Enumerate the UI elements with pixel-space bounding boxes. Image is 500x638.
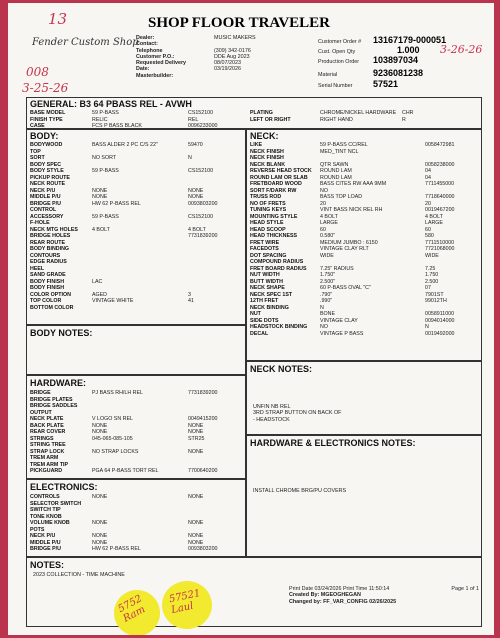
neck-cell: 0019492000 <box>425 330 455 337</box>
hardware-cell: NONE <box>188 429 204 435</box>
neck-cell: HEAD STYLE <box>250 220 284 226</box>
body-cell: F-HOLE <box>30 220 50 226</box>
neck-notes-section <box>246 361 482 435</box>
body-cell: NONE <box>188 187 204 194</box>
body-cell: ACCESSORY <box>30 213 64 220</box>
neck-row <box>250 331 481 338</box>
neck-cell: NUT <box>250 311 261 317</box>
body-cell: BODY FINISH <box>30 285 65 291</box>
neck-cell: 12TH FRET <box>250 298 279 304</box>
body-notes-title: BODY NOTES: <box>30 328 93 338</box>
neck-cell: 20 <box>320 200 326 207</box>
header-fields <box>136 35 316 79</box>
electronics-cell: CONTROLS <box>30 494 60 500</box>
body-cell: CS152100 <box>188 213 214 220</box>
neck-cell: .790" <box>320 291 333 298</box>
body-cell: HW 62 P-BASS REL <box>92 200 141 207</box>
neck-cell: 0.580" <box>320 233 336 239</box>
body-rows <box>27 142 245 311</box>
general-row: BASE MODEL 59 P-BASS CS152100 PLATING CHROME/NICKEL HARDWARE CHR <box>30 110 414 116</box>
electronics-title: ELECTRONICS: <box>30 482 98 492</box>
sticker-right <box>162 581 212 629</box>
neck-cell: LIKE <box>250 142 263 148</box>
neck-cell: HEADSTOCK BINDING <box>250 324 308 330</box>
hardware-notes-title: HARDWARE & ELECTRONICS NOTES: <box>250 438 416 448</box>
traveler-sheet <box>8 3 494 635</box>
neck-cell: 7711455000 <box>425 181 455 187</box>
electronics-cell: NONE <box>188 539 204 546</box>
neck-cell: COMPOUND RADIUS <box>250 259 304 265</box>
body-cell: NECK MTG HOLES <box>30 226 78 233</box>
neck-cell: 99012TH <box>425 298 447 304</box>
handwritten-date-left: 3-25-26 <box>22 81 69 95</box>
electronics-cell: TONE KNOB <box>30 513 62 520</box>
header-field: Telephone (309) 342-0176 <box>136 47 251 54</box>
body-cell: 4 BOLT <box>188 226 206 233</box>
neck-cell: 7711510000 <box>425 239 455 246</box>
logo-text: Fender Custom Shop <box>32 37 139 48</box>
hardware-cell: 0049415200 <box>188 416 218 422</box>
electronics-cell: NONE <box>188 520 204 526</box>
neck-cell: VINTAGE CLAY <box>320 317 358 324</box>
body-cell: CONTROL <box>30 207 57 213</box>
body-cell: N <box>188 155 192 161</box>
changed-by: Changed by: FF_VAR_CONFIG 02/26/2025 <box>289 598 397 605</box>
neck-cell: 1.750 <box>425 272 439 278</box>
neck-cell: WIDE <box>425 252 439 259</box>
body-cell: HEEL <box>30 265 45 272</box>
body-section <box>26 129 246 325</box>
neck-cell: N <box>320 304 324 311</box>
body-notes-section <box>26 325 246 375</box>
neck-cell: MOUNTING STYLE <box>250 213 298 220</box>
body-cell: 59 P-BASS <box>92 213 119 220</box>
neck-cell: HEAD SCOOP <box>250 226 286 233</box>
hardware-cell: OUTPUT <box>30 409 52 416</box>
neck-cell: MEDIUM JUMBO : 6150 <box>320 239 378 246</box>
neck-cell: DOT SPACING <box>250 252 287 259</box>
neck-cell: TRUSS ROD <box>250 194 282 200</box>
electronics-row <box>30 546 245 553</box>
neck-cell: NECK SHAPE <box>250 285 285 291</box>
neck-cell: QTR SAWN <box>320 161 349 168</box>
hardware-cell: NO STRAP LOCKS <box>92 448 139 455</box>
neck-cell: 04 <box>425 174 431 181</box>
body-cell: NONE <box>92 187 108 194</box>
hardware-cell: STRAP LOCK <box>30 448 65 455</box>
print-line: Print Date 03/24/2026 Print Time 11:50:14 Page 1 of 1 <box>289 586 479 592</box>
body-cell: REAR ROUTE <box>30 239 66 246</box>
neck-cell: NECK BLANK <box>250 161 286 168</box>
hardware-cell: STR25 <box>188 435 205 442</box>
body-cell: MIDDLE P/U <box>30 194 61 200</box>
neck-cell: DECAL <box>250 330 269 337</box>
neck-cell: 0058472981 <box>425 142 455 148</box>
hardware-section <box>26 375 246 479</box>
hardware-cell: NONE <box>188 448 204 455</box>
notes-title: NOTES: <box>30 560 65 570</box>
body-cell: SAND GRADE <box>30 272 66 278</box>
body-cell: TOP <box>30 148 41 155</box>
electronics-cell: VOLUME KNOB <box>30 520 70 526</box>
neck-cell: SIDE DOTS <box>250 317 279 324</box>
hardware-cell: PICKGUARD <box>30 468 63 474</box>
order-info: Customer Order # 13167179-000051 Cust. Open Qty 1.000 Production Order 103897034 Material 9236081238 Serial Number 57521 <box>318 35 447 89</box>
neck-cell: NECK SPEC 1ST <box>250 291 293 298</box>
body-cell: BODY FINISH <box>30 278 65 285</box>
handwritten-code: 008 <box>26 65 49 79</box>
hardware-cell: NECK PLATE <box>30 416 64 422</box>
body-cell: BODYWOOD <box>30 142 63 148</box>
general-row: FINISH TYPE RELIC REL LEFT OR RIGHT RIGHT HAND R <box>30 116 406 123</box>
body-title: BODY: <box>30 131 59 141</box>
hardware-cell: REAR COVER <box>30 429 66 435</box>
neck-section <box>246 129 482 361</box>
hardware-cell: BRIDGE SADDLES <box>30 403 78 409</box>
notes-line: 2023 COLLECTION - TIME MACHINE <box>33 572 125 578</box>
neck-cell: 60 <box>320 226 326 233</box>
hardware-cell: BRIDGE <box>30 390 51 396</box>
body-cell: 0093803200 <box>188 200 218 207</box>
neck-cell: 7.25" RADIUS <box>320 265 354 272</box>
sticker-left <box>114 590 160 635</box>
neck-cell: NECK BINDING <box>250 304 289 311</box>
body-cell: 7731839200 <box>188 233 218 239</box>
body-cell: 41 <box>188 298 194 304</box>
page-count: Page 1 of 1 <box>451 586 479 592</box>
neck-cell: FACEDOTS <box>250 246 279 252</box>
neck-cell: 2.500 <box>425 278 439 285</box>
neck-cell: 0094014000 <box>425 317 455 324</box>
page-title: SHOP FLOOR TRAVELER <box>148 15 330 31</box>
handwritten-date-right: 3-26-26 <box>440 43 483 56</box>
body-cell: BRIDGE P/U <box>30 200 61 207</box>
body-cell: CONTOURS <box>30 252 61 259</box>
electronics-cell: SWITCH TIP <box>30 507 61 513</box>
hardware-cell: STRINGS <box>30 435 54 442</box>
body-cell: NO SORT <box>92 155 117 161</box>
general-row: CASE FCS P BASS BLACK 0096233000 <box>30 123 218 129</box>
electronics-cell: BRIDGE P/U <box>30 546 61 552</box>
neck-cell: HEAD THICKNESS <box>250 233 298 239</box>
hardware-cell: TREM ARM <box>30 455 59 461</box>
hardware-cell: PGA 64 P-BASS TORT REL <box>92 468 159 474</box>
sticker-right-text: 57521 Laul <box>168 587 202 617</box>
neck-cell: NUT WIDTH <box>250 272 280 278</box>
neck-cell: NO <box>320 324 328 330</box>
neck-cell: NO <box>320 187 328 194</box>
electronics-cell: NONE <box>92 520 108 526</box>
electronics-cell: NONE <box>188 533 204 539</box>
hardware-cell: PJ BASS RH/LH REL <box>92 390 143 396</box>
body-cell: BASS ALDER 2 PC C/S 22" <box>92 142 158 148</box>
hardware-cell: 7731839200 <box>188 390 218 396</box>
header-field: Dealer: MUSIC MAKERS <box>136 35 256 41</box>
neck-cell: ROUND LAM <box>320 174 352 181</box>
hardware-cell: BACK PLATE <box>30 422 64 429</box>
neck-cell: 20 <box>425 200 431 207</box>
hardware-title: HARDWARE: <box>30 378 86 388</box>
neck-cell: BUTT WIDTH <box>250 278 283 285</box>
hardware-cell: V LOGO SN REL <box>92 416 133 422</box>
body-cell: 59 P-BASS <box>92 168 119 174</box>
neck-cell: 04 <box>425 168 431 174</box>
body-cell: NONE <box>92 194 108 200</box>
body-cell: 4 BOLT <box>92 226 110 233</box>
body-cell: COLOR OPTION <box>30 291 71 298</box>
body-cell: EDGE RADIUS <box>30 259 67 265</box>
body-cell: PICKUP ROUTE <box>30 174 70 181</box>
electronics-cell: 0093803200 <box>188 546 218 552</box>
created-by: Created By: MGEOGHEGAN <box>289 592 361 599</box>
neck-cell: NECK FINISH <box>250 155 284 161</box>
neck-cell: 59 P-BASS CC/REL <box>320 142 368 148</box>
body-cell: AGED <box>92 291 108 298</box>
neck-cell: MED_TINT NCL <box>320 148 359 155</box>
sticker-left-text: 5752 Ram <box>116 593 148 625</box>
neck-cell: 2.500" <box>320 278 336 285</box>
electronics-cell: POTS <box>30 526 45 533</box>
electronics-cell: NECK P/U <box>30 533 56 539</box>
neck-cell: BONE <box>320 311 336 317</box>
header-field: Requested Delivery 08/07/2023 <box>136 60 241 67</box>
body-cell: BOTTOM COLOR <box>30 304 74 311</box>
neck-cell: TUNING KEYS <box>250 207 287 213</box>
body-cell: SORT <box>30 155 45 161</box>
hardware-cell: STRING TREE <box>30 442 66 448</box>
footer <box>289 586 479 605</box>
body-cell: NONE <box>188 194 204 200</box>
neck-note-line: UNFIN NB REL <box>253 404 291 410</box>
neck-cell: 07 <box>425 285 431 291</box>
neck-cell: 0058238000 <box>425 161 455 168</box>
header-field: Date: 03/19/2026 <box>136 66 241 73</box>
hardware-note-line: INSTALL CHROME BRG/PU COVERS <box>253 488 347 494</box>
electronics-cell: NONE <box>92 494 108 500</box>
neck-cell: 7901ST <box>425 291 444 298</box>
neck-cell: 580 <box>425 233 434 239</box>
neck-note-line: 3RD STRAP BUTTON ON BACK OF <box>253 410 342 417</box>
header-field: Customer P.O.: DDE Aug 2023 <box>136 53 250 60</box>
neck-cell: LARGE <box>425 220 443 226</box>
neck-cell: 0019467200 <box>425 207 455 213</box>
electronics-cell: HW 62 P-BASS REL <box>92 546 141 552</box>
general-rows <box>27 110 481 130</box>
body-cell: 59470 <box>188 142 203 148</box>
neck-rows <box>247 142 481 337</box>
hardware-cell: NONE <box>92 429 108 435</box>
neck-cell: VINT BASS NICK REL RH <box>320 207 383 213</box>
body-row <box>30 305 245 312</box>
body-cell: LAC <box>92 278 103 285</box>
neck-cell: 60 P-BASS OVAL "C" <box>320 285 371 291</box>
hardware-cell: NONE <box>92 422 108 429</box>
neck-cell: VINTAGE CLAY RLT <box>320 246 369 252</box>
header-field: Contact: <box>136 41 158 48</box>
electronics-cell: NONE <box>92 539 108 546</box>
neck-cell: BASS CITES RW AAA 9MM <box>320 181 387 187</box>
neck-cell: LARGE <box>320 220 338 226</box>
fender-custom-shop-logo <box>32 37 139 48</box>
neck-cell: 1.750" <box>320 272 336 278</box>
neck-cell: WIDE <box>320 252 334 259</box>
electronics-rows <box>27 494 245 553</box>
electronics-cell: MIDDLE P/U <box>30 539 61 546</box>
body-cell: TOP COLOR <box>30 298 62 304</box>
general-title: GENERAL: B3 64 PBASS REL - AVWH <box>30 99 192 109</box>
hardware-cell: 045-065-085-105 <box>92 435 133 442</box>
body-cell: BODY BINDING <box>30 246 70 252</box>
neck-cell: NECK FINISH <box>250 148 284 155</box>
hardware-row <box>30 468 245 475</box>
hardware-cell: TREM ARM TIP <box>30 461 69 468</box>
neck-cell: NO OF FRETS <box>250 200 286 207</box>
neck-cell: 4 BOLT <box>425 213 443 220</box>
neck-cell: 4 BOLT <box>320 213 338 220</box>
body-cell: NECK ROUTE <box>30 181 66 187</box>
electronics-section <box>26 479 246 557</box>
body-cell: CS152100 <box>188 168 214 174</box>
hardware-rows <box>27 390 245 475</box>
neck-cell: FRET WIRE <box>250 239 280 246</box>
electronics-cell: NONE <box>188 494 204 500</box>
neck-cell: 7718640000 <box>425 194 455 200</box>
neck-cell: 7.25 <box>425 265 436 272</box>
neck-cell: 7721068000 <box>425 246 455 252</box>
notes-section <box>26 557 482 627</box>
neck-notes-title: NECK NOTES: <box>250 364 313 374</box>
neck-cell: ROUND LAM <box>320 168 352 174</box>
neck-cell: VINTAGE P BASS <box>320 330 364 337</box>
handwritten-number: 13 <box>48 10 68 28</box>
hardware-cell: 7700640200 <box>188 468 218 474</box>
neck-cell: FRET BOARD RADIUS <box>250 265 307 272</box>
header-field: Masterbuilder: <box>136 72 174 79</box>
neck-cell: BASS TOP LOAD <box>320 194 363 200</box>
neck-cell: REVERSE HEAD STOCK <box>250 168 312 174</box>
neck-cell: 0058911000 <box>425 311 455 317</box>
hardware-cell: NONE <box>188 422 204 429</box>
neck-cell: SORT F/DARK RW <box>250 187 297 194</box>
body-cell: BRIDGE HOLES <box>30 233 71 239</box>
electronics-cell: NONE <box>92 533 108 539</box>
neck-cell: ROUND LAM OR SLAB <box>250 174 308 181</box>
neck-note-line: - HEADSTOCK <box>253 416 290 423</box>
neck-cell: N <box>425 324 429 330</box>
body-cell: NECK P/U <box>30 187 56 194</box>
neck-title: NECK: <box>250 131 279 141</box>
neck-cell: FRETBOARD WOOD <box>250 181 302 187</box>
body-cell: VINTAGE WHITE <box>92 298 134 304</box>
neck-cell: 60 <box>425 226 431 233</box>
general-section <box>26 97 482 129</box>
body-cell: BODY STYLE <box>30 168 64 174</box>
body-cell: BODY SPEC <box>30 161 62 168</box>
body-cell: 3 <box>188 291 191 298</box>
neck-cell: .990" <box>320 298 333 304</box>
hardware-notes-section <box>246 435 482 557</box>
electronics-cell: SELECTOR SWITCH <box>30 500 82 507</box>
hardware-cell: BRIDGE PLATES <box>30 396 73 403</box>
